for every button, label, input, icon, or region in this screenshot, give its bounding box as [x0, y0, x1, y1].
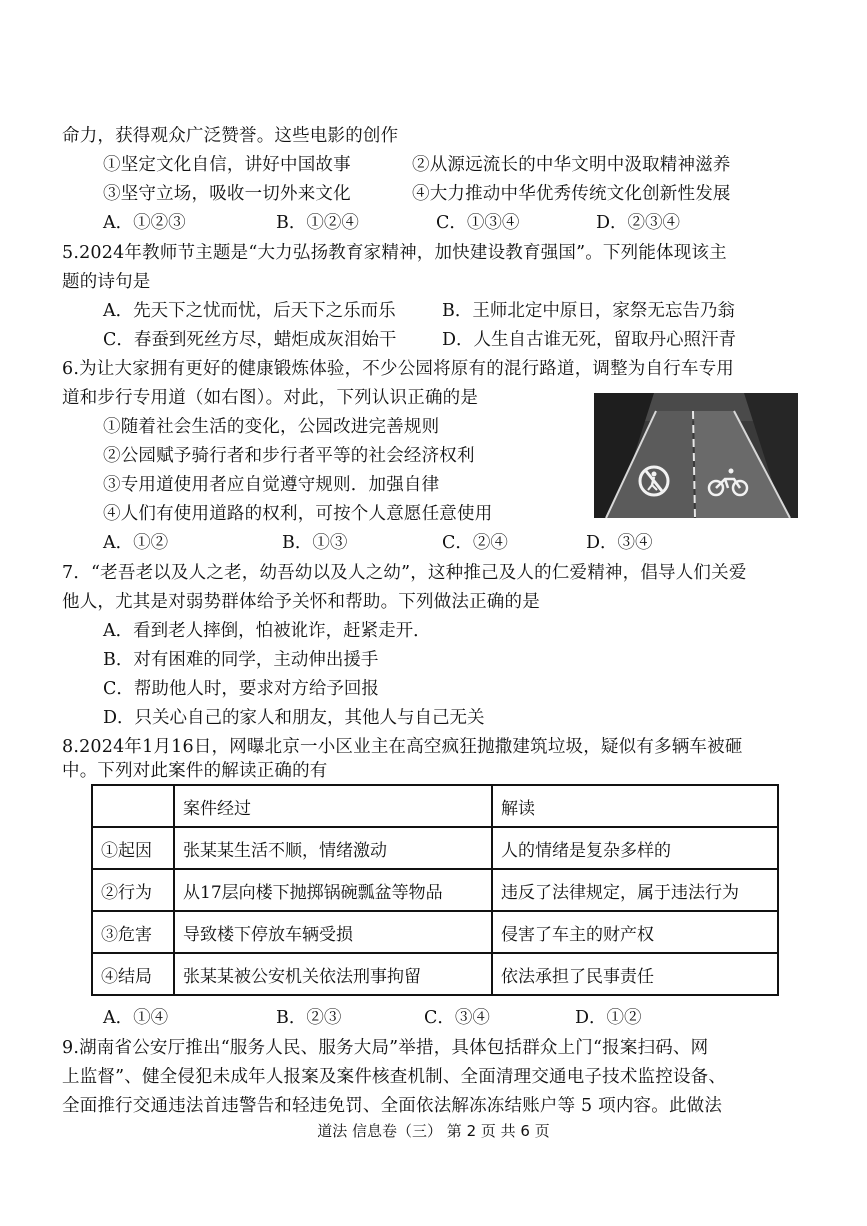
table-row	[92, 911, 778, 953]
table-header-cell: 案件经过	[174, 785, 492, 827]
q6-statement-1: ①随着社会生活的变化，公园改进完善规则	[103, 417, 440, 437]
q5-option-d[interactable]: D．人生自古谁无死，留取丹心照汗青	[442, 330, 737, 350]
table-row	[92, 953, 778, 995]
table-row	[92, 869, 778, 911]
q5-option-c[interactable]: C．春蚕到死丝方尽，蜡炬成灰泪始干	[103, 330, 397, 350]
q4-statement-4: ④大力推动中华优秀传统文化创新性发展	[412, 184, 731, 204]
q9-stem-line-1: 9.湖南省公安厅推出“服务人民、服务大局”举措，具体包括群众上门“报案扫码、网	[62, 1038, 709, 1058]
q7-stem-line-2: 他人，尤其是对弱势群体给予关怀和帮助。下列做法正确的是	[62, 592, 540, 612]
table-cell: ①起因	[92, 827, 174, 869]
table-cell: 张某某生活不顺，情绪激动	[174, 827, 492, 869]
q8-option-b[interactable]: B．②③	[276, 1008, 342, 1028]
q7-option-d[interactable]: D．只关心自己的家人和朋友，其他人与自己无关	[103, 708, 485, 728]
table-cell: ②行为	[92, 869, 174, 911]
q6-option-b[interactable]: B．①③	[282, 533, 348, 553]
table-header-row	[92, 785, 778, 827]
q7-option-a[interactable]: A．看到老人摔倒，怕被讹诈，赶紧走开．	[103, 621, 431, 641]
q7-option-b[interactable]: B．对有困难的同学，主动伸出援手	[103, 650, 379, 670]
page-footer: 道法 信息卷（三） 第 2 页 共 6 页	[317, 1122, 550, 1140]
q8-option-c[interactable]: C．③④	[424, 1008, 490, 1028]
q8-option-d[interactable]: D．①②	[575, 1008, 642, 1028]
table-cell: 从17层向楼下抛掷锅碗瓢盆等物品	[174, 869, 492, 911]
q6-option-d[interactable]: D．③④	[586, 533, 653, 553]
table-cell: ③危害	[92, 911, 174, 953]
case-table	[91, 784, 779, 996]
q6-statement-2: ②公园赋予骑行者和步行者平等的社会经济权利	[103, 446, 475, 466]
q4-intro-tail: 命力，获得观众广泛赞誉。这些电影的创作	[62, 126, 399, 146]
table-cell: 侵害了车主的财产权	[492, 911, 778, 953]
table-header-cell	[92, 785, 174, 827]
q6-option-a[interactable]: A．①②	[103, 533, 169, 553]
q6-statement-3: ③专用道使用者应自觉遵守规则．加强自律	[103, 475, 440, 495]
lanes-photo	[594, 393, 798, 518]
q6-statement-4: ④人们有使用道路的权利，可按个人意愿任意使用	[103, 504, 493, 524]
table-cell: 人的情绪是复杂多样的	[492, 827, 778, 869]
q7-option-c[interactable]: C．帮助他人时，要求对方给予回报	[103, 679, 379, 699]
q5-option-b[interactable]: B．王师北定中原日，家祭无忘告乃翁	[442, 301, 735, 321]
q4-option-d[interactable]: D．②③④	[596, 213, 681, 233]
q4-statement-3: ③坚守立场，吸收一切外来文化	[103, 184, 351, 204]
q9-stem-line-2: 上监督”、健全侵犯未成年人报案及案件核查机制、全面清理交通电子技术监控设备、	[62, 1067, 727, 1087]
q6-stem-line-1: 6.为让大家拥有更好的健康锻炼体验，不少公园将原有的混行路道，调整为自行车专用	[62, 359, 734, 379]
q4-option-a[interactable]: A．①②③	[103, 213, 186, 233]
table-cell: 依法承担了民事责任	[492, 953, 778, 995]
q8-stem-line-2: 中。下列对此案件的解读正确的有	[62, 761, 328, 781]
q4-statement-1: ①坚定文化自信，讲好中国故事	[103, 155, 351, 175]
q4-option-c[interactable]: C．①③④	[436, 213, 520, 233]
table-cell: ④结局	[92, 953, 174, 995]
table-cell: 张某某被公安机关依法刑事拘留	[174, 953, 492, 995]
q6-option-c[interactable]: C．②④	[442, 533, 508, 553]
q6-stem-line-2: 道和步行专用道（如右图）。对此，下列认识正确的是	[62, 388, 479, 408]
q7-stem-line-1: 7．“老吾老以及人之老，幼吾幼以及人之幼”，这种推己及人的仁爱精神，倡导人们关爱	[62, 563, 747, 583]
table-header-cell: 解读	[492, 785, 778, 827]
q5-option-a[interactable]: A．先天下之忧而忧，后天下之乐而乐	[103, 301, 396, 321]
q8-option-a[interactable]: A．①④	[103, 1008, 169, 1028]
q5-stem-line-1: 5.2024年教师节主题是“大力弘扬教育家精神，加快建设教育强国”。下列能体现该主	[62, 243, 727, 263]
lanes-photo-illustration	[594, 393, 798, 518]
table-cell: 违反了法律规定，属于违法行为	[492, 869, 778, 911]
q4-statement-2: ②从源远流长的中华文明中汲取精神滋养	[412, 155, 731, 175]
q9-stem-line-3: 全面推行交通违法首违警告和轻违免罚、全面依法解冻冻结账户等 5 项内容。此做法	[62, 1096, 723, 1116]
q4-option-b[interactable]: B．①②④	[276, 213, 359, 233]
q8-stem-line-1: 8.2024年1月16日，网曝北京一小区业主在高空疯狂抛撒建筑垃圾，疑似有多辆车被砸	[62, 737, 743, 757]
q5-stem-line-2: 题的诗句是	[62, 272, 151, 292]
table-cell: 导致楼下停放车辆受损	[174, 911, 492, 953]
table-row	[92, 827, 778, 869]
